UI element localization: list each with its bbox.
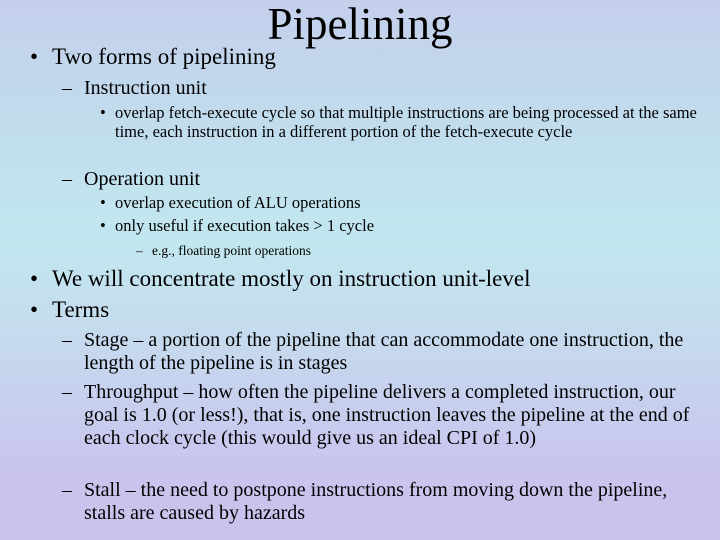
bullet-icon: • (100, 103, 106, 122)
bullet-text: Throughput – how often the pipeline delivers a completed instruction, our goal is 1.0 (or less!), that is, one instruction leaves the pipeline at the end of each clock cycle (this would give us an ideal CPI of 1.0) (84, 381, 690, 449)
bullet-item-level-2 (62, 381, 706, 450)
bullet-text: We will concentrate mostly on instruction unit-level (52, 266, 531, 291)
bullet-item-level-3 (100, 216, 706, 236)
dash-icon: – (62, 381, 72, 403)
bullet-item-level-1 (30, 44, 706, 69)
bullet-item-level-3 (100, 103, 706, 141)
bullet-item-level-2 (62, 168, 706, 191)
bullet-icon: • (30, 266, 39, 291)
bullet-item-level-2 (62, 329, 706, 375)
bullet-text: only useful if execution takes > 1 cycle (115, 216, 375, 235)
bullet-icon: • (100, 193, 106, 212)
bullet-text: Terms (52, 297, 110, 322)
bullet-text: overlap execution of ALU operations (115, 193, 361, 212)
bullet-icon: • (30, 297, 39, 322)
bullet-text: Operation unit (84, 168, 201, 190)
dash-icon: – (62, 77, 72, 99)
dash-icon: – (62, 479, 72, 501)
bullet-text: Stage – a portion of the pipeline that can accommodate one instruction, the length of the pipeline is in stages (84, 329, 684, 374)
dash-icon: – (62, 329, 72, 351)
slide-title: Pipelining (267, 0, 453, 49)
bullet-text: overlap fetch-execute cycle so that multiple instructions are being processed at the same time, each instruction in a different portion of the fetch-execute cycle (115, 103, 697, 141)
bullet-item-level-4 (136, 243, 706, 259)
dash-icon: – (136, 243, 143, 258)
bullet-item-level-3 (100, 193, 706, 213)
bullet-item-level-1 (30, 297, 706, 322)
bullet-item-level-2 (62, 479, 706, 525)
bullet-item-level-2 (62, 77, 706, 100)
bullet-text: e.g., floating point operations (152, 243, 311, 258)
dash-icon: – (62, 168, 72, 190)
bullet-text: Instruction unit (84, 77, 207, 99)
bullet-text: Two forms of pipelining (52, 44, 276, 69)
bullet-text: Stall – the need to postpone instructions from moving down the pipeline, stalls are caused by hazards (84, 479, 668, 524)
bullet-icon: • (30, 44, 39, 69)
bullet-item-level-1 (30, 266, 706, 291)
bullet-icon: • (100, 216, 106, 235)
